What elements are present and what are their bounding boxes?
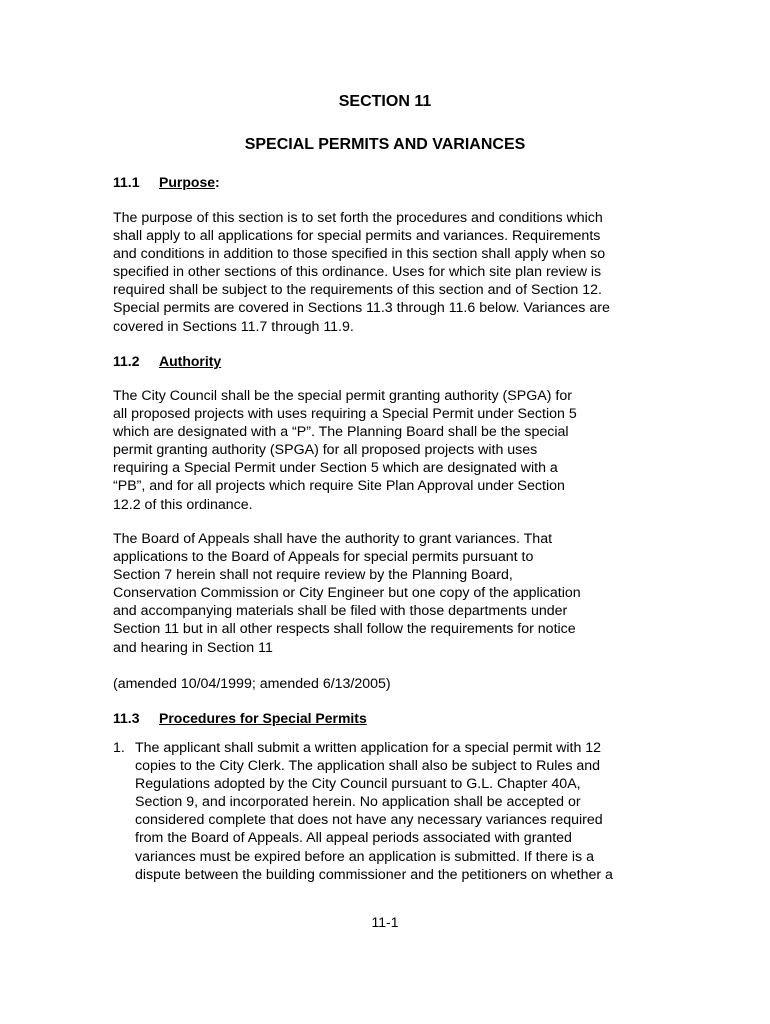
- text-line: and accompanying materials shall be filed with those departments under: [113, 603, 568, 620]
- section-title: SECTION 11: [338, 93, 432, 110]
- list-item-body: [135, 739, 613, 884]
- purpose-paragraph: [113, 209, 643, 336]
- text-line: and hearing in Section 11: [113, 639, 273, 656]
- heading-11-3: [113, 709, 367, 727]
- heading-title: Procedures for Special Permits: [159, 710, 367, 726]
- text-line: variances must be expired before an application is submitted. If there is a: [135, 848, 594, 865]
- heading-11-1: [113, 173, 220, 191]
- text-line: permit granting authority (SPGA) for all proposed projects with uses: [113, 442, 538, 459]
- text-line: “PB”, and for all projects which require Site Plan Approval under Section: [113, 478, 565, 495]
- text-line: The applicant shall submit a written application for a special permit with 12: [135, 740, 602, 756]
- heading-number: 11.2: [113, 353, 140, 369]
- text-line: Special permits are covered in Sections 11.3 through 11.6 below. Variances are: [113, 300, 610, 317]
- text-line: The purpose of this section is to set forth the procedures and conditions which: [113, 210, 603, 226]
- text-line: copies to the City Clerk. The application shall also be subject to Rules and: [135, 758, 601, 775]
- text-line: from the Board of Appeals. All appeal periods associated with granted: [135, 830, 572, 847]
- text-line: covered in Sections 11.7 through 11.9.: [113, 318, 354, 335]
- text-line: and conditions in addition to those specified in this section shall apply when so: [113, 246, 606, 263]
- text-line: The Board of Appeals shall have the authority to grant variances. That: [113, 531, 553, 547]
- text-line: Section 11 but in all other respects shall follow the requirements for notice: [113, 621, 576, 638]
- heading-number: 11.1: [113, 174, 140, 190]
- document-title: SPECIAL PERMITS AND VARIANCES: [244, 136, 526, 153]
- heading-title: Authority: [159, 353, 222, 369]
- text-line: Section 7 herein shall not require review by the Planning Board,: [113, 567, 513, 584]
- heading-title: Purpose: [159, 174, 216, 190]
- authority-paragraph-2: [113, 530, 643, 657]
- text-line: requiring a Special Permit under Section 5 which are designated with a: [113, 460, 558, 477]
- text-line: Section 9, and incorporated herein. No application shall be accepted or: [135, 794, 581, 811]
- text-line: considered complete that does not have any necessary variances required: [135, 812, 603, 829]
- text-line: dispute between the building commissioner and the petitioners on whether a: [135, 866, 613, 883]
- text-line: The City Council shall be the special permit granting authority (SPGA) for: [113, 388, 572, 404]
- text-line: specified in other sections of this ordinance. Uses for which site plan review is: [113, 264, 602, 281]
- text-line: (amended 10/04/1999; amended 6/13/2005): [113, 676, 391, 692]
- list-marker: 1.: [113, 740, 125, 756]
- text-line: required shall be subject to the requirements of this section and of Section 12.: [113, 282, 602, 299]
- authority-paragraph-1: [113, 387, 643, 514]
- text-line: shall apply to all applications for special permits and variances. Requirements: [113, 228, 601, 245]
- heading-11-2: [113, 352, 221, 370]
- text-line: Regulations adopted by the City Council pursuant to G.L. Chapter 40A,: [135, 776, 581, 793]
- text-line: all proposed projects with uses requiring a Special Permit under Section 5: [113, 406, 577, 423]
- heading-colon: :: [215, 174, 220, 190]
- amended-note: [113, 675, 643, 693]
- text-line: applications to the Board of Appeals for special permits pursuant to: [113, 549, 534, 566]
- heading-number: 11.3: [113, 710, 140, 726]
- text-line: 12.2 of this ordinance.: [113, 496, 253, 513]
- text-line: which are designated with a “P”. The Planning Board shall be the special: [113, 424, 569, 441]
- text-line: Conservation Commission or City Engineer but one copy of the application: [113, 585, 581, 602]
- page-number: 11-1: [371, 914, 399, 930]
